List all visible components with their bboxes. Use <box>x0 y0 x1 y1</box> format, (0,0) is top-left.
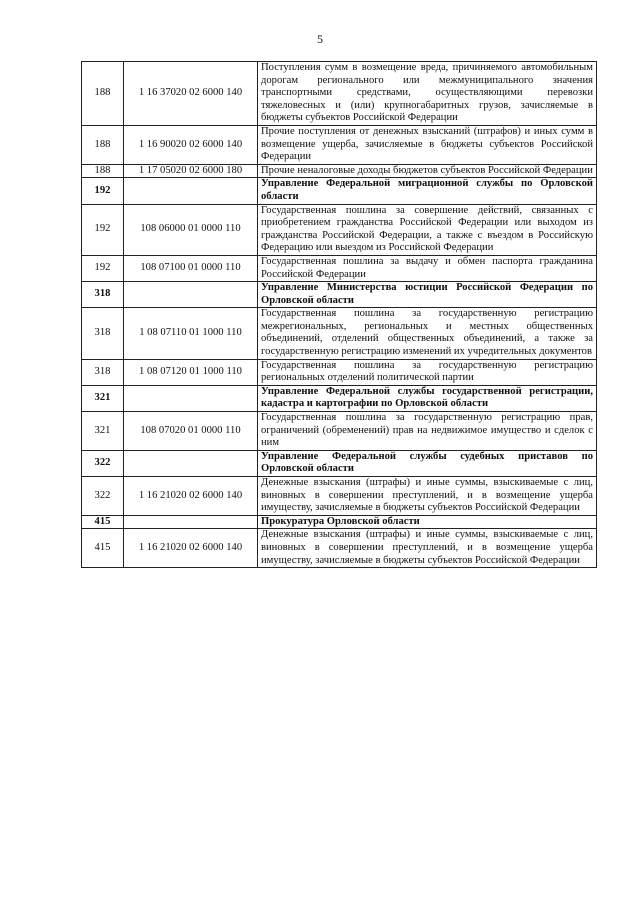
budget-classification-code-cell <box>124 178 258 204</box>
table-row <box>82 204 597 255</box>
revenue-description-cell: Государственная пошлина за государственную регистрацию региональных отделений политической партии <box>258 359 597 385</box>
admin-code-cell: 322 <box>82 450 124 476</box>
admin-code-cell: 321 <box>82 385 124 411</box>
revenue-description-cell: Управление Министерства юстиции Российской Федерации по Орловской области <box>258 282 597 308</box>
table-row <box>82 62 597 126</box>
admin-code-cell: 321 <box>82 412 124 451</box>
admin-code-cell: 318 <box>82 308 124 359</box>
revenue-description-cell: Государственная пошлина за выдачу и обмен паспорта гражданина Российской Федерации <box>258 255 597 281</box>
revenue-description-cell: Управление Федеральной миграционной службы по Орловской области <box>258 178 597 204</box>
budget-classification-code-cell: 1 17 05020 02 6000 180 <box>124 164 258 178</box>
budget-classification-code-cell: 1 16 21020 02 6000 140 <box>124 529 258 568</box>
admin-code-cell: 192 <box>82 255 124 281</box>
revenue-description-cell: Денежные взыскания (штрафы) и иные суммы, взыскиваемые с лиц, виновных в совершении преступлений, и в возмещение ущерба имуществу, зачисляемые в бюджеты субъектов Российской Федерации <box>258 529 597 568</box>
table-row <box>82 255 597 281</box>
table-row <box>82 359 597 385</box>
revenue-description-cell: Государственная пошлина за совершение действий, связанных с приобретением гражданства Российской Федерации или выходом из гражданства Российской Федерации, а также с въездом в Российскую Федерацию или выездом из Российской Федерации <box>258 204 597 255</box>
table-row <box>82 412 597 451</box>
table-row-agency-header <box>82 450 597 476</box>
budget-classification-code-cell: 108 06000 01 0000 110 <box>124 204 258 255</box>
admin-code-cell: 192 <box>82 204 124 255</box>
table-row-agency-header <box>82 515 597 529</box>
budget-classification-code-cell: 1 08 07110 01 1000 110 <box>124 308 258 359</box>
revenue-description-cell: Управление Федеральной службы государственной регистрации, кадастра и картографии по Орловской области <box>258 385 597 411</box>
table-row <box>82 477 597 516</box>
admin-code-cell: 415 <box>82 515 124 529</box>
table-body <box>82 62 597 568</box>
budget-classification-code-cell <box>124 450 258 476</box>
revenue-description-cell: Прочие поступления от денежных взысканий (штрафов) и иных сумм в возмещение ущерба, зачисляемые в бюджеты субъектов Российской Федерации <box>258 125 597 164</box>
table-row-agency-header <box>82 178 597 204</box>
revenue-description-cell: Прокуратура Орловской области <box>258 515 597 529</box>
admin-code-cell: 415 <box>82 529 124 568</box>
budget-classification-code-cell: 1 08 07120 01 1000 110 <box>124 359 258 385</box>
revenue-description-cell: Управление Федеральной службы судебных приставов по Орловской области <box>258 450 597 476</box>
budget-classification-code-cell: 108 07020 01 0000 110 <box>124 412 258 451</box>
revenue-description-cell: Прочие неналоговые доходы бюджетов субъектов Российской Федерации <box>258 164 597 178</box>
table-row <box>82 529 597 568</box>
admin-code-cell: 188 <box>82 125 124 164</box>
budget-classification-code-cell: 108 07100 01 0000 110 <box>124 255 258 281</box>
budget-classification-code-cell: 1 16 21020 02 6000 140 <box>124 477 258 516</box>
table-row-agency-header <box>82 385 597 411</box>
budget-classification-code-cell <box>124 385 258 411</box>
revenue-description-cell: Государственная пошлина за государственную регистрацию прав, ограничений (обременений) прав на недвижимое имущество и сделок с ним <box>258 412 597 451</box>
budget-classification-code-cell: 1 16 37020 02 6000 140 <box>124 62 258 126</box>
revenue-description-cell: Поступления сумм в возмещение вреда, причиняемого автомобильным дорогам регионального или межмуниципального значения транспортными средствами, осуществляющими перевозки тяжеловесных и (или) крупногабаритных грузов, зачисляемые в бюджеты субъектов Российской Федерации <box>258 62 597 126</box>
revenue-codes-table <box>81 61 597 568</box>
table-row <box>82 164 597 178</box>
admin-code-cell: 318 <box>82 359 124 385</box>
table-row <box>82 308 597 359</box>
table-row-agency-header <box>82 282 597 308</box>
table-row <box>82 125 597 164</box>
admin-code-cell: 192 <box>82 178 124 204</box>
admin-code-cell: 322 <box>82 477 124 516</box>
admin-code-cell: 318 <box>82 282 124 308</box>
admin-code-cell: 188 <box>82 164 124 178</box>
page-number: 5 <box>317 32 323 46</box>
revenue-description-cell: Государственная пошлина за государственную регистрацию межрегиональных, региональных и местных общественных объединений, отделений общественных объединений, а также за государственную регистрацию изменений их учредительных документов <box>258 308 597 359</box>
budget-classification-code-cell <box>124 282 258 308</box>
admin-code-cell: 188 <box>82 62 124 126</box>
revenue-description-cell: Денежные взыскания (штрафы) и иные суммы, взыскиваемые с лиц, виновных в совершении преступлений, и в возмещение ущерба имуществу, зачисляемые в бюджеты субъектов Российской Федерации <box>258 477 597 516</box>
budget-classification-code-cell <box>124 515 258 529</box>
budget-classification-code-cell: 1 16 90020 02 6000 140 <box>124 125 258 164</box>
